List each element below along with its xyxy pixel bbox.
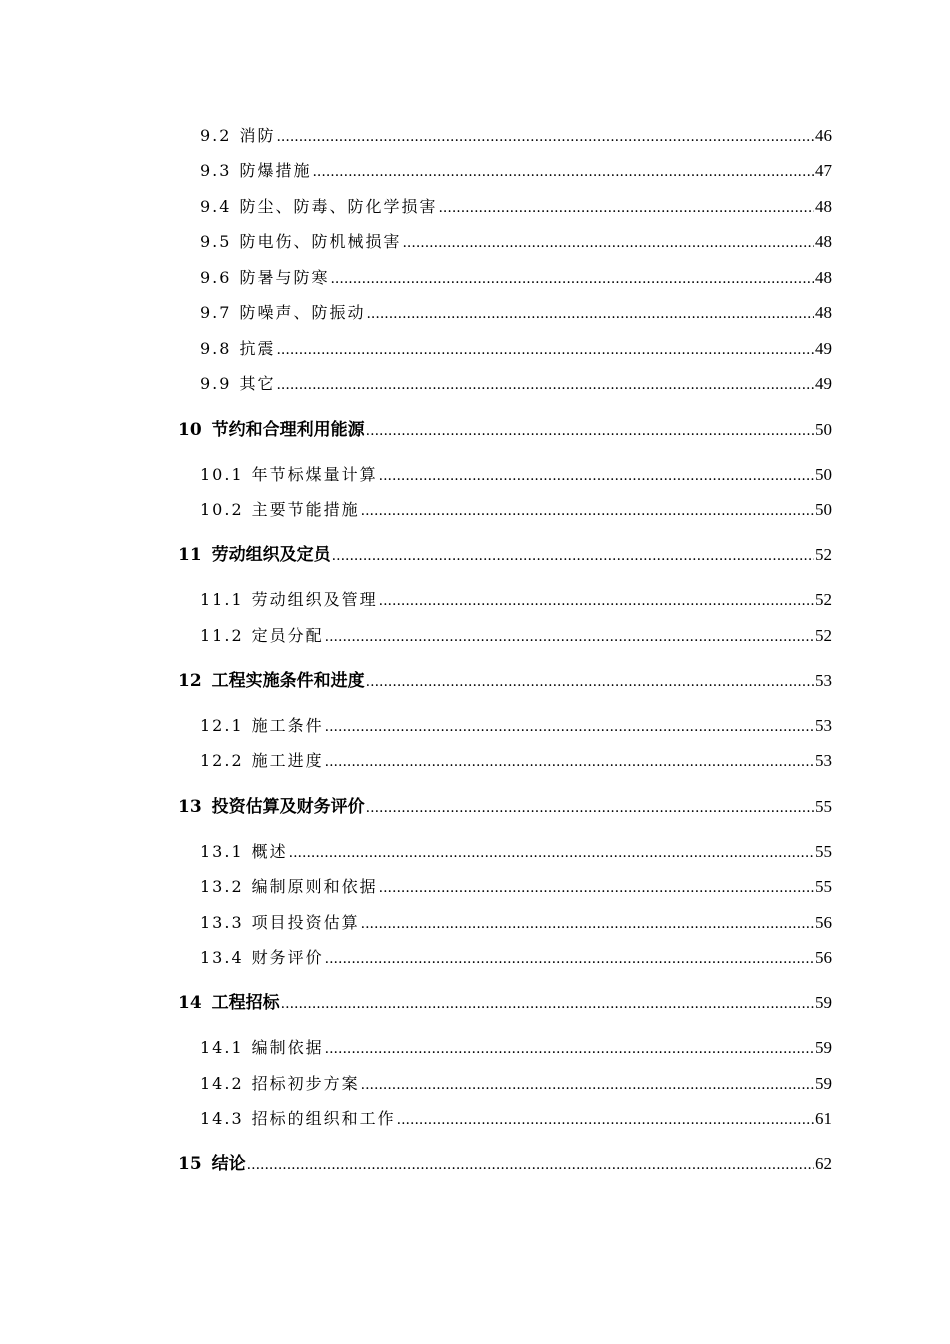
toc-page-number: 56 (815, 948, 832, 967)
toc-entry-number: 9.9 (200, 374, 232, 393)
toc-page-number: 59 (815, 993, 832, 1012)
toc-entry-label (200, 911, 360, 935)
toc-entry-title: 消防 (239, 126, 276, 145)
toc-entry-number: 15 (178, 1154, 202, 1174)
toc-section-entry[interactable] (200, 840, 832, 864)
toc-entry-title: 招标初步方案 (251, 1074, 360, 1093)
toc-page-number: 59 (815, 1038, 832, 1057)
toc-page-number: 55 (815, 877, 832, 896)
toc-entry-title: 编制依据 (251, 1038, 324, 1057)
toc-entry-label (200, 372, 275, 396)
toc-entry-label (200, 498, 360, 522)
toc-dot-leader (330, 266, 814, 290)
toc-dot-leader (276, 124, 814, 148)
toc-page-number: 48 (815, 303, 832, 322)
toc-entry-label (200, 1036, 324, 1060)
toc-entry-title: 主要节能措施 (251, 500, 360, 519)
toc-dot-leader (247, 1152, 814, 1176)
toc-section-entry[interactable] (200, 195, 832, 219)
toc-section-entry[interactable] (200, 463, 832, 487)
toc-dot-leader (397, 1107, 814, 1131)
toc-entry-number: 13.2 (200, 877, 244, 896)
toc-section-entry[interactable] (200, 875, 832, 899)
toc-page-number: 48 (815, 197, 832, 216)
toc-dot-leader (366, 418, 814, 442)
toc-page-number: 50 (815, 465, 832, 484)
toc-section-entry[interactable] (200, 498, 832, 522)
toc-page-number: 47 (815, 161, 832, 180)
toc-entry-label (200, 159, 311, 183)
toc-entry-title: 施工条件 (251, 716, 324, 735)
toc-section-entry[interactable] (200, 1072, 832, 1096)
toc-dot-leader (276, 337, 814, 361)
toc-dot-leader (325, 749, 814, 773)
toc-entry-title: 劳动组织及管理 (251, 590, 378, 609)
toc-entry-number: 13.3 (200, 913, 244, 932)
toc-entry-title: 防暑与防寒 (239, 268, 330, 287)
toc-entry-label (178, 1152, 246, 1176)
toc-entry-label (178, 418, 365, 442)
toc-entry-number: 9.4 (200, 197, 232, 216)
toc-entry-number: 10.1 (200, 465, 244, 484)
toc-entry-number: 9.8 (200, 339, 232, 358)
toc-entry-label (200, 749, 324, 773)
toc-section-entry[interactable] (200, 749, 832, 773)
toc-dot-leader (361, 911, 814, 935)
toc-entry-title: 年节标煤量计算 (251, 465, 378, 484)
toc-entry-label (200, 463, 378, 487)
toc-section-entry[interactable] (200, 714, 832, 738)
toc-entry-label (200, 124, 275, 148)
toc-section-entry[interactable] (200, 911, 832, 935)
toc-dot-leader (325, 946, 814, 970)
toc-entry-title: 防尘、防毒、防化学损害 (239, 197, 438, 216)
toc-chapter-entry[interactable] (178, 669, 832, 693)
toc-entry-number: 9.6 (200, 268, 232, 287)
toc-dot-leader (366, 301, 814, 325)
toc-page-number: 49 (815, 339, 832, 358)
toc-dot-leader (289, 840, 814, 864)
toc-entry-title: 施工进度 (251, 751, 324, 770)
toc-page-number: 52 (815, 626, 832, 645)
toc-dot-leader (438, 195, 814, 219)
toc-entry-label (200, 230, 401, 254)
toc-entry-label (200, 588, 378, 612)
toc-entry-title: 投资估算及财务评价 (211, 797, 365, 817)
toc-page-number: 62 (815, 1154, 832, 1173)
toc-entry-number: 10.2 (200, 500, 244, 519)
toc-page-number: 53 (815, 751, 832, 770)
toc-section-entry[interactable] (200, 337, 832, 361)
toc-entry-title: 其它 (239, 374, 276, 393)
toc-entry-label (200, 624, 324, 648)
toc-page-number: 49 (815, 374, 832, 393)
toc-page-number: 52 (815, 545, 832, 564)
toc-page-number: 61 (815, 1109, 832, 1128)
toc-section-entry[interactable] (200, 372, 832, 396)
toc-dot-leader (366, 669, 814, 693)
toc-entry-number: 11 (178, 545, 202, 565)
toc-dot-leader (325, 714, 814, 738)
toc-entry-number: 14 (178, 993, 202, 1013)
toc-page-number: 46 (815, 126, 832, 145)
toc-entry-title: 财务评价 (251, 948, 324, 967)
toc-page-number: 53 (815, 671, 832, 690)
toc-page-number: 52 (815, 590, 832, 609)
toc-entry-title: 防电伤、防机械损害 (239, 232, 402, 251)
toc-entry-title: 工程招标 (211, 993, 280, 1013)
toc-entry-number: 9.2 (200, 126, 232, 145)
toc-page-number: 48 (815, 268, 832, 287)
toc-dot-leader (332, 543, 814, 567)
toc-entry-title: 招标的组织和工作 (251, 1109, 396, 1128)
toc-entry-number: 9.5 (200, 232, 232, 251)
toc-section-entry[interactable] (200, 1107, 832, 1131)
toc-page-number: 50 (815, 420, 832, 439)
toc-entry-number: 14.3 (200, 1109, 244, 1128)
toc-entry-number: 14.2 (200, 1074, 244, 1093)
toc-section-entry[interactable] (200, 946, 832, 970)
toc-dot-leader (366, 795, 814, 819)
toc-entry-number: 12 (178, 671, 202, 691)
toc-dot-leader (402, 230, 814, 254)
toc-dot-leader (379, 875, 814, 899)
toc-entry-title: 编制原则和依据 (251, 877, 378, 896)
toc-entry-title: 结论 (211, 1154, 246, 1174)
toc-section-entry[interactable] (200, 301, 832, 325)
toc-dot-leader (361, 1072, 814, 1096)
toc-entry-label (200, 337, 275, 361)
toc-section-entry[interactable] (200, 624, 832, 648)
toc-entry-label (200, 840, 288, 864)
toc-page-number: 56 (815, 913, 832, 932)
toc-dot-leader (361, 498, 814, 522)
toc-chapter-entry[interactable] (178, 418, 832, 442)
toc-entry-label (200, 946, 324, 970)
toc-entry-title: 防噪声、防振动 (239, 303, 366, 322)
toc-section-entry[interactable] (200, 124, 832, 148)
toc-entry-label (200, 1072, 360, 1096)
toc-entry-label (178, 795, 365, 819)
toc-page-number: 59 (815, 1074, 832, 1093)
toc-dot-leader (379, 588, 814, 612)
toc-page-number: 48 (815, 232, 832, 251)
toc-chapter-entry[interactable] (178, 991, 832, 1015)
toc-dot-leader (379, 463, 814, 487)
toc-entry-label (200, 1107, 396, 1131)
toc-entry-title: 项目投资估算 (251, 913, 360, 932)
toc-dot-leader (312, 159, 814, 183)
toc-entry-title: 抗震 (239, 339, 276, 358)
toc-section-entry[interactable] (200, 1036, 832, 1060)
toc-entry-title: 定员分配 (251, 626, 324, 645)
toc-section-entry[interactable] (200, 588, 832, 612)
toc-entry-number: 11.1 (200, 590, 244, 609)
toc-dot-leader (325, 624, 814, 648)
toc-page-number: 50 (815, 500, 832, 519)
toc-dot-leader (276, 372, 814, 396)
toc-page-number: 55 (815, 842, 832, 861)
toc-entry-label (200, 266, 329, 290)
toc-entry-number: 13.1 (200, 842, 244, 861)
toc-page-number: 55 (815, 797, 832, 816)
toc-entry-label (200, 714, 324, 738)
toc-entry-label (200, 301, 365, 325)
toc-chapter-entry[interactable] (178, 1152, 832, 1176)
toc-entry-label (200, 195, 437, 219)
toc-entry-title: 节约和合理利用能源 (211, 420, 365, 440)
toc-entry-title: 防爆措施 (239, 161, 312, 180)
toc-entry-title: 概述 (251, 842, 288, 861)
toc-entry-title: 工程实施条件和进度 (211, 671, 365, 691)
toc-entry-number: 12.1 (200, 716, 244, 735)
toc-entry-title: 劳动组织及定员 (211, 545, 331, 565)
toc-page-number: 53 (815, 716, 832, 735)
toc-chapter-entry[interactable] (178, 795, 832, 819)
toc-entry-number: 11.2 (200, 626, 244, 645)
toc-entry-number: 12.2 (200, 751, 244, 770)
toc-entry-label (178, 991, 280, 1015)
toc-entry-number: 13 (178, 797, 202, 817)
toc-entry-label (178, 543, 331, 567)
toc-entry-label (178, 669, 365, 693)
toc-dot-leader (281, 991, 814, 1015)
toc-entry-number: 14.1 (200, 1038, 244, 1057)
toc-section-entry[interactable] (200, 159, 832, 183)
toc-entry-number: 9.7 (200, 303, 232, 322)
toc-section-entry[interactable] (200, 230, 832, 254)
toc-entry-number: 9.3 (200, 161, 232, 180)
toc-chapter-entry[interactable] (178, 543, 832, 567)
toc-entry-number: 10 (178, 420, 202, 440)
toc-section-entry[interactable] (200, 266, 832, 290)
toc-entry-number: 13.4 (200, 948, 244, 967)
toc-entry-label (200, 875, 378, 899)
toc-dot-leader (325, 1036, 814, 1060)
